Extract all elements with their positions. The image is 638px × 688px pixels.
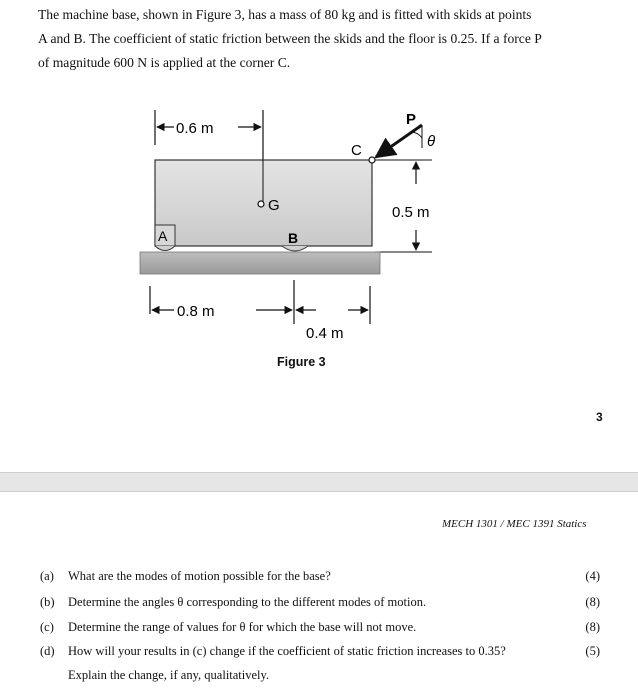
question-d-marks: (5): [585, 644, 600, 658]
page-number: 3: [596, 410, 603, 424]
question-a-marks: (4): [585, 569, 600, 583]
question-c-marks: (8): [585, 620, 600, 634]
course-header: MECH 1301 / MEC 1391 Statics: [442, 518, 587, 530]
skid-a-shape: [155, 246, 175, 251]
problem-line-1: The machine base, shown in Figure 3, has a mass of 80 kg and is fitted with skids at points: [38, 7, 532, 22]
dim-right-label: 0.5 m: [392, 204, 430, 221]
question-a-label: (a): [40, 569, 54, 583]
question-a-text: What are the modes of motion possible for the base?: [68, 569, 331, 583]
label-a: A: [158, 228, 168, 244]
problem-statement: [38, 3, 598, 75]
label-theta: θ: [427, 133, 436, 150]
question-d-text: How will your results in (c) change if the coefficient of static friction increases to 0.35?: [68, 644, 506, 658]
question-b-marks: (8): [585, 595, 600, 609]
label-g: G: [268, 197, 280, 214]
dim-top-label: 0.6 m: [176, 120, 214, 137]
figure-3-diagram: [130, 100, 460, 360]
floor: [140, 252, 380, 274]
question-b-label: (b): [40, 595, 55, 609]
problem-line-2: A and B. The coefficient of static friction between the skids and the floor is 0.25. If a force P: [38, 31, 542, 46]
question-b-text: Determine the angles θ corresponding to the different modes of motion.: [68, 595, 427, 609]
question-c-text: Determine the range of values for θ for which the base will not move.: [68, 620, 417, 634]
dim-bottom-left-label: 0.8 m: [177, 303, 215, 320]
page-break-divider: [0, 472, 638, 492]
corner-c-point: [369, 157, 375, 163]
force-p-arrow: [376, 125, 422, 157]
label-p: P: [406, 111, 417, 128]
dim-bottom-right-label: 0.4 m: [306, 325, 344, 342]
center-of-gravity-point: [258, 201, 264, 207]
question-d-continuation-text: Explain the change, if any, qualitatively.: [68, 668, 270, 682]
question-d-label: (d): [40, 644, 55, 658]
problem-line-3: of magnitude 600 N is applied at the corner C.: [38, 55, 291, 70]
label-c: C: [351, 142, 362, 159]
skid-b-shape: [282, 246, 308, 251]
question-c-label: (c): [40, 620, 54, 634]
figure-caption: Figure 3: [277, 355, 326, 369]
label-b: B: [288, 230, 299, 246]
